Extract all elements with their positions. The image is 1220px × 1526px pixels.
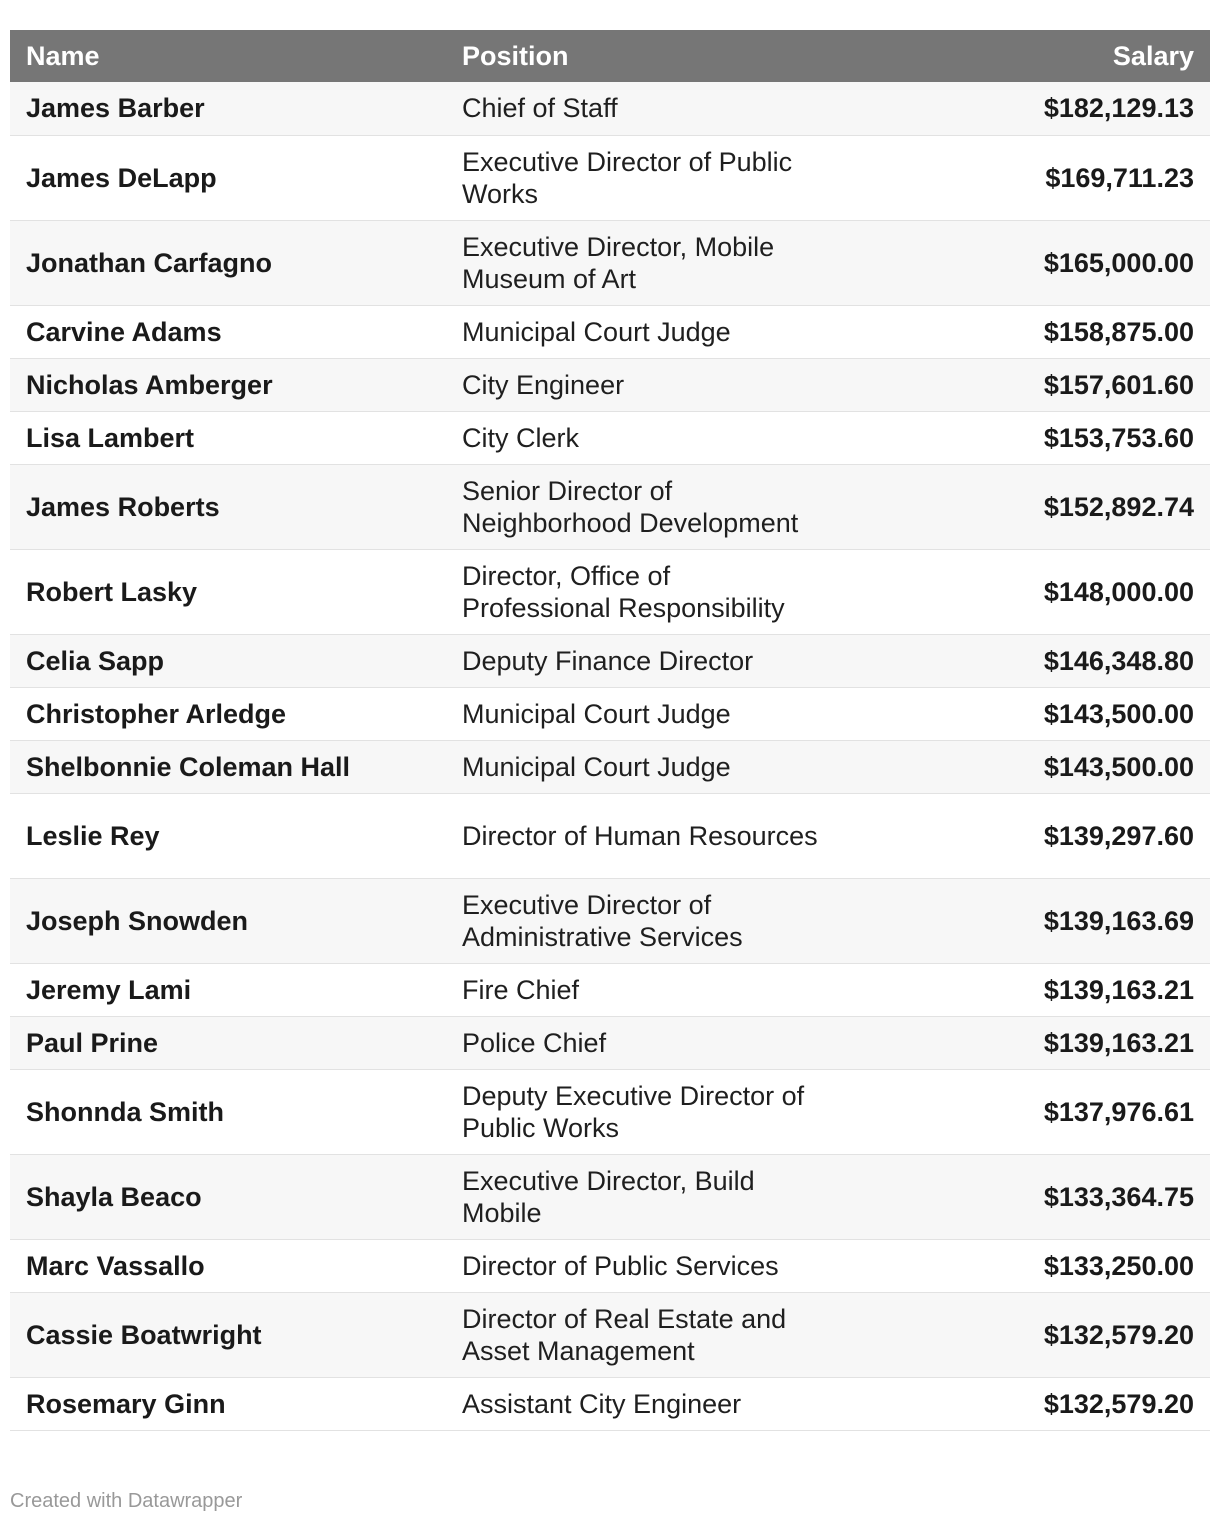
- cell-name: Robert Lasky: [26, 576, 198, 607]
- table-row: [10, 740, 1210, 793]
- cell-salary: $146,348.80: [1043, 645, 1194, 676]
- table-row: [10, 82, 1210, 135]
- cell-name: Leslie Rey: [26, 820, 160, 851]
- cell-position: Municipal Court Judge: [462, 698, 731, 729]
- table-row: [10, 358, 1210, 411]
- cell-position: Director of Human Resources: [462, 820, 818, 851]
- cell-position: Executive Director of Administrative Services: [462, 889, 743, 952]
- column-header-name[interactable]: Name: [26, 40, 100, 71]
- cell-name: Christopher Arledge: [26, 698, 287, 729]
- cell-salary: $143,500.00: [1043, 698, 1194, 729]
- cell-name: Rosemary Ginn: [26, 1388, 226, 1419]
- cell-salary: $158,875.00: [1043, 316, 1194, 347]
- cell-name: Jeremy Lami: [26, 974, 192, 1005]
- cell-name: James DeLapp: [26, 162, 217, 193]
- cell-name: Jonathan Carfagno: [26, 247, 273, 278]
- cell-position: Senior Director of Neighborhood Development: [462, 475, 799, 538]
- table-row: [10, 464, 1210, 549]
- cell-position: Assistant City Engineer: [462, 1388, 742, 1419]
- cell-salary: $132,579.20: [1043, 1388, 1194, 1419]
- table-row: [10, 1154, 1210, 1239]
- cell-name: James Barber: [26, 93, 205, 124]
- cell-name: Lisa Lambert: [26, 422, 195, 453]
- cell-salary: $133,250.00: [1043, 1250, 1194, 1281]
- cell-salary: $182,129.13: [1043, 93, 1194, 124]
- table-row: [10, 878, 1210, 963]
- datawrapper-credit: Created with Datawrapper: [10, 1490, 243, 1512]
- cell-position: Deputy Executive Director of Public Works: [462, 1080, 805, 1143]
- cell-salary: $133,364.75: [1043, 1181, 1194, 1212]
- cell-name: Joseph Snowden: [26, 905, 249, 936]
- table-row: [10, 1377, 1210, 1430]
- table-row: [10, 1069, 1210, 1154]
- table-row: [10, 220, 1210, 305]
- cell-name: Paul Prine: [26, 1027, 159, 1058]
- table-row: [10, 411, 1210, 464]
- cell-salary: $153,753.60: [1043, 422, 1194, 453]
- table-header: [10, 30, 1210, 82]
- cell-position: Executive Director, Build Mobile: [462, 1165, 755, 1228]
- table-row: [10, 634, 1210, 687]
- cell-name: Marc Vassallo: [26, 1250, 205, 1281]
- column-header-salary[interactable]: Salary: [1112, 40, 1194, 71]
- table-body: [10, 82, 1210, 1430]
- cell-position: Executive Director of Public Works: [462, 146, 793, 209]
- cell-position: Police Chief: [462, 1027, 607, 1058]
- cell-position: Director, Office of Professional Responsibility: [462, 560, 785, 623]
- cell-name: Shayla Beaco: [26, 1181, 202, 1212]
- cell-salary: $157,601.60: [1043, 369, 1194, 400]
- cell-name: James Roberts: [26, 491, 220, 522]
- table-row: [10, 687, 1210, 740]
- header-row: [10, 30, 1210, 82]
- table-row: [10, 793, 1210, 878]
- salary-table-container: [10, 30, 1210, 1431]
- column-header-position[interactable]: Position: [462, 40, 569, 71]
- cell-position: City Clerk: [462, 422, 580, 453]
- cell-salary: $139,163.21: [1043, 1027, 1194, 1058]
- cell-salary: $169,711.23: [1045, 162, 1194, 193]
- cell-name: Nicholas Amberger: [26, 369, 273, 400]
- table-row: [10, 963, 1210, 1016]
- table-row: [10, 135, 1210, 220]
- table-row: [10, 549, 1210, 634]
- table-row: [10, 1292, 1210, 1377]
- table-row: [10, 1016, 1210, 1069]
- cell-name: Cassie Boatwright: [26, 1319, 262, 1350]
- cell-position: Fire Chief: [462, 974, 580, 1005]
- cell-position: Director of Public Services: [462, 1250, 779, 1281]
- cell-name: Carvine Adams: [26, 316, 222, 347]
- cell-salary: $139,297.60: [1043, 820, 1194, 851]
- cell-position: Municipal Court Judge: [462, 751, 731, 782]
- cell-position: Director of Real Estate and Asset Management: [462, 1303, 787, 1366]
- table-row: [10, 1239, 1210, 1292]
- cell-name: Shonnda Smith: [26, 1096, 224, 1127]
- cell-position: Municipal Court Judge: [462, 316, 731, 347]
- cell-name: Celia Sapp: [26, 645, 165, 676]
- cell-name: Shelbonnie Coleman Hall: [26, 751, 351, 782]
- cell-salary: $143,500.00: [1043, 751, 1194, 782]
- table-row: [10, 305, 1210, 358]
- cell-salary: $137,976.61: [1043, 1096, 1194, 1127]
- cell-salary: $139,163.69: [1043, 905, 1194, 936]
- cell-position: City Engineer: [462, 369, 625, 400]
- cell-position: Executive Director, Mobile Museum of Art: [462, 231, 775, 294]
- cell-salary: $139,163.21: [1043, 974, 1194, 1005]
- cell-salary: $132,579.20: [1043, 1319, 1194, 1350]
- cell-salary: $152,892.74: [1043, 491, 1194, 522]
- salary-table: [10, 30, 1210, 1431]
- cell-position: Deputy Finance Director: [462, 645, 754, 676]
- cell-salary: $165,000.00: [1043, 247, 1194, 278]
- cell-salary: $148,000.00: [1043, 576, 1194, 607]
- cell-position: Chief of Staff: [462, 93, 618, 124]
